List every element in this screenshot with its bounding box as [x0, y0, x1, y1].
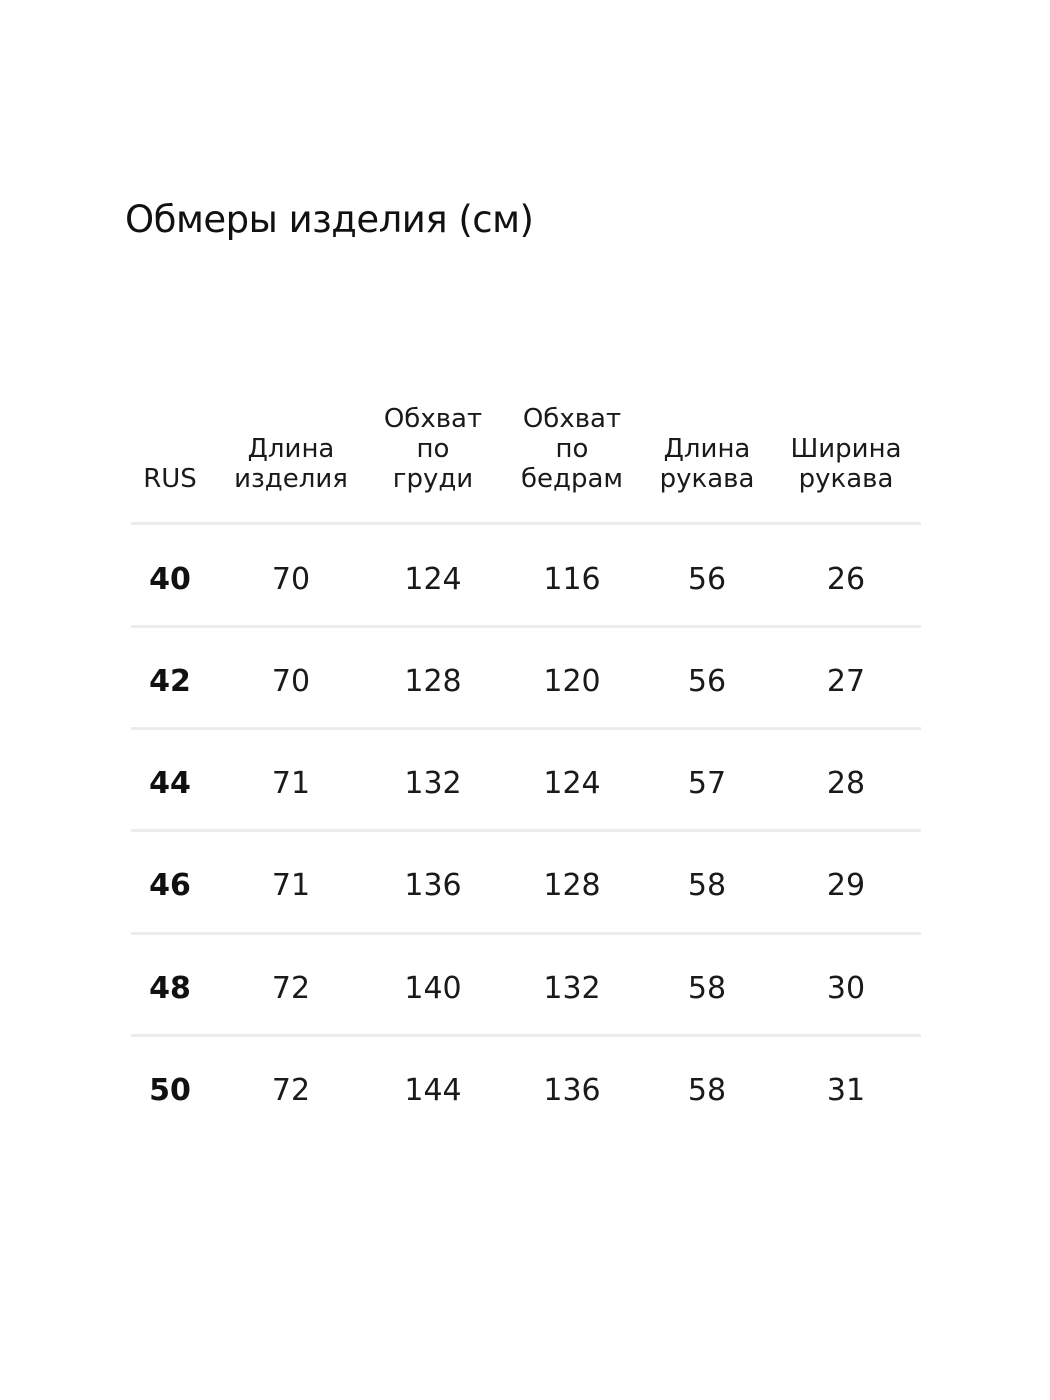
row-divider: [131, 932, 921, 935]
chest-cell: 132: [404, 766, 462, 801]
size-cell: 44: [149, 766, 191, 801]
table-row: [131, 734, 921, 834]
column-header-length: Длина изделия: [234, 434, 348, 494]
column-header-chest: Обхват по груди: [383, 404, 483, 494]
length-cell: 72: [271, 1073, 311, 1108]
sleeve-length-cell: 58: [687, 868, 727, 903]
sleeve-width-cell: 28: [826, 766, 866, 801]
sleeve-width-cell: 31: [826, 1073, 866, 1108]
column-header-sleeve-length: Длина рукава: [659, 434, 755, 494]
row-divider: [131, 727, 921, 730]
page-title: Обмеры изделия (см): [125, 198, 534, 241]
chest-cell: 144: [404, 1073, 462, 1108]
size-cell: 40: [149, 562, 191, 597]
length-cell: 71: [271, 868, 311, 903]
table-row: [131, 836, 921, 936]
column-header-rus: RUS: [143, 464, 197, 494]
sleeve-width-cell: 26: [826, 562, 866, 597]
hips-cell: 128: [543, 868, 601, 903]
chest-cell: 128: [404, 664, 462, 699]
sleeve-length-cell: 56: [687, 664, 727, 699]
sleeve-width-cell: 27: [826, 664, 866, 699]
sleeve-length-cell: 56: [687, 562, 727, 597]
sleeve-width-cell: 29: [826, 868, 866, 903]
table-row: [131, 632, 921, 732]
table-header: [131, 398, 921, 494]
size-cell: 48: [149, 971, 191, 1006]
length-cell: 70: [271, 562, 311, 597]
chest-cell: 124: [404, 562, 462, 597]
size-cell: 42: [149, 664, 191, 699]
hips-cell: 136: [543, 1073, 601, 1108]
size-cell: 46: [149, 868, 191, 903]
table-row: [131, 530, 921, 630]
row-divider: [131, 829, 921, 832]
hips-cell: 132: [543, 971, 601, 1006]
hips-cell: 116: [543, 562, 601, 597]
hips-cell: 124: [543, 766, 601, 801]
sleeve-length-cell: 57: [687, 766, 727, 801]
length-cell: 70: [271, 664, 311, 699]
row-divider: [131, 1034, 921, 1037]
chest-cell: 140: [404, 971, 462, 1006]
column-header-hips: Обхват по бедрам: [520, 404, 624, 494]
chest-cell: 136: [404, 868, 462, 903]
row-divider: [131, 522, 921, 525]
table-row: [131, 939, 921, 1039]
column-header-sleeve-width: Ширина рукава: [790, 434, 902, 494]
size-cell: 50: [149, 1073, 191, 1108]
length-cell: 71: [271, 766, 311, 801]
table-row: [131, 1041, 921, 1141]
hips-cell: 120: [543, 664, 601, 699]
length-cell: 72: [271, 971, 311, 1006]
sleeve-length-cell: 58: [687, 1073, 727, 1108]
sleeve-length-cell: 58: [687, 971, 727, 1006]
row-divider: [131, 625, 921, 628]
sleeve-width-cell: 30: [826, 971, 866, 1006]
